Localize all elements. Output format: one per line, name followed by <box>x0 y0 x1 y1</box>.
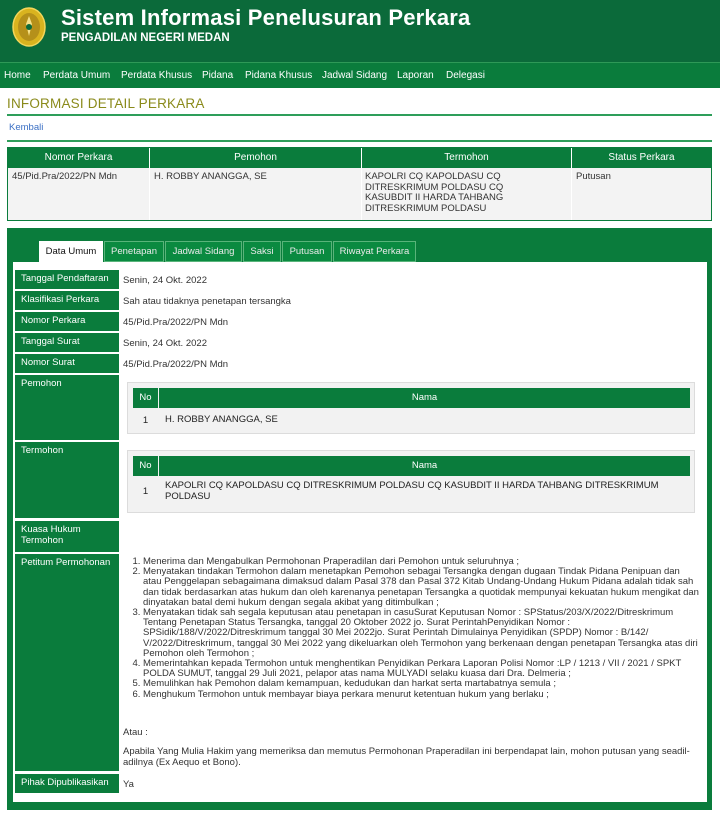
termohon-table <box>127 450 695 513</box>
label-petitum: Petitum Permohonan <box>15 554 119 771</box>
nav-perdata-khusus[interactable]: Perdata Khusus <box>121 70 193 81</box>
site-title: Sistem Informasi Penelusuran Perkara <box>61 5 471 30</box>
termohon-row-nama: KAPOLRI CQ KAPOLDASU CQ DITRESKRIMUM POLDASU CQ KASUBDIT II HARDA TAHBANG DITRESKRIMUM POLDASU <box>165 480 659 502</box>
summary-pemohon: H. ROBBY ANANGGA, SE <box>154 171 267 182</box>
tab-jadwal-sidang[interactable]: Jadwal Sidang <box>165 241 242 262</box>
court-emblem-icon[interactable] <box>12 6 46 48</box>
label-klasifikasi: Klasifikasi Perkara <box>15 291 119 310</box>
page-title: INFORMASI DETAIL PERKARA <box>7 96 205 111</box>
site-header <box>0 0 720 62</box>
nav-pidana[interactable]: Pidana <box>202 70 234 81</box>
petitum-item: 5. Memulihkan hak Pemohon dalam kemampuan, kedudukan dan harkat serta martabatnya semula ; <box>143 679 700 689</box>
pemohon-header-nama: Nama <box>159 388 690 408</box>
back-divider <box>7 140 712 142</box>
pemohon-header-no: No <box>133 388 158 408</box>
petitum-item: 3. Menyatakan tidak sah segala keputusan atau penetapan in casuSurat Keputusan Nomor : SPStatus/203/X/2022/Ditreskrimum Tentang Penetapan Status Tersangka, tanggal 20 Oktober 2022 jo. Surat PerintahPenyidikan Nomor : SPSidik/188/V/2022/Ditreskrimum tanggal 30 Mei 2022jo. Surat Perintah Dimulainya Penyidikan (SPDP) Nomor : B/142/ V/2022/Ditreskrimum, tanggal 30 Mei 2022 yang dikeluarkan oleh Termohon yang berkenaan dengan penetapan Tersangka atas diri Pemohon oleh Termohon ; <box>143 608 700 659</box>
column-divider <box>571 148 572 220</box>
label-kuasa-hukum: Kuasa Hukum Termohon <box>15 521 119 552</box>
termohon-row-no: 1 <box>142 486 149 497</box>
label-termohon: Termohon <box>15 442 119 518</box>
value-nomor-perkara: 45/Pid.Pra/2022/PN Mdn <box>123 317 229 328</box>
pemohon-row-nama: H. ROBBY ANANGGA, SE <box>165 414 278 425</box>
tab-data-umum[interactable]: Data Umum <box>39 241 103 262</box>
nav-jadwal-sidang[interactable]: Jadwal Sidang <box>322 70 388 81</box>
termohon-header-no: No <box>133 456 158 476</box>
petitum-item: 4. Memerintahkan kepada Termohon untuk menghentikan Penyidikan Perkara Laporan Polisi Nomor :LP / 1213 / VII / 2021 / SPKT POLDA SUMUT, tanggal 29 Juli 2021, pelapor atas nama MULYADI selaku kuasa dari Dra. Delmeria ; <box>143 659 700 679</box>
termohon-header-nama: Nama <box>159 456 690 476</box>
petitum-atau: Atau : <box>123 727 148 738</box>
label-nomor-surat: Nomor Surat <box>15 354 119 373</box>
summary-header-status: Status Perkara <box>572 148 711 168</box>
column-divider <box>149 148 150 220</box>
label-nomor-perkara: Nomor Perkara <box>15 312 119 331</box>
label-tanggal-surat: Tanggal Surat <box>15 333 119 352</box>
tab-penetapan[interactable]: Penetapan <box>104 241 164 262</box>
summary-header-pemohon: Pemohon <box>150 148 361 168</box>
summary-termohon: KAPOLRI CQ KAPOLDASU CQ DITRESKRIMUM POLDASU CQ KASUBDIT II HARDA TAHBANG DITRESKRIMUM POLDASU <box>365 171 504 214</box>
column-divider <box>361 148 362 220</box>
title-divider <box>7 114 712 116</box>
petitum-list <box>123 557 700 700</box>
summary-nomor: 45/Pid.Pra/2022/PN Mdn <box>12 171 118 182</box>
main-navbar <box>0 62 720 88</box>
petitum-item: 2. Menyatakan tindakan Termohon dalam menetapkan Pemohon sebagai Tersangka dengan dugaan Tindak Pidana Penipuan dan atau Penggelapan sebagaimana dimaksud dalam Pasal 378 dan Pasal 372 Kitab Undang-Undang Hukum Pidana adalah tidak sah dan tidak berdasarkan atas hukum dan oleh karenanya penetapan Tersangka a quotidak mempunyai kekuatan hukum mengikat dan dinyatakan batal demi hukum dengan segala akibat yang ditimbulkan ; <box>143 567 700 608</box>
nav-delegasi[interactable]: Delegasi <box>446 70 485 81</box>
petitum-item: 6. Menghukum Termohon untuk membayar biaya perkara menurut ketentuan hukum yang berlaku ; <box>143 690 700 700</box>
summary-header-nomor: Nomor Perkara <box>8 148 149 168</box>
petitum-content <box>123 557 700 700</box>
label-pihak-dipublikasikan: Pihak Dipublikasikan <box>15 774 119 793</box>
label-tanggal-pendaftaran: Tanggal Pendaftaran <box>15 270 119 289</box>
case-summary-table <box>7 147 712 221</box>
nav-perdata-umum[interactable]: Perdata Umum <box>43 70 111 81</box>
petitum-subsidair: Apabila Yang Mulia Hakim yang memeriksa dan memutus Permohonan Praperadilan ini berpendapat lain, mohon putusan yang seadil-adilnya (Ex Aequo et Bono). <box>123 746 690 768</box>
back-link[interactable]: Kembali <box>9 122 44 133</box>
summary-header-termohon: Termohon <box>362 148 571 168</box>
nav-laporan[interactable]: Laporan <box>397 70 434 81</box>
summary-status: Putusan <box>576 171 611 182</box>
site-subtitle: PENGADILAN NEGERI MEDAN <box>61 32 230 44</box>
pemohon-table <box>127 382 695 434</box>
value-klasifikasi: Sah atau tidaknya penetapan tersangka <box>123 296 291 307</box>
label-pemohon: Pemohon <box>15 375 119 440</box>
nav-home[interactable]: Home <box>4 70 31 81</box>
tab-putusan[interactable]: Putusan <box>282 241 332 262</box>
value-nomor-surat: 45/Pid.Pra/2022/PN Mdn <box>123 359 229 370</box>
value-pihak-dipublikasikan: Ya <box>123 779 134 790</box>
tab-riwayat-perkara[interactable]: Riwayat Perkara <box>333 241 416 262</box>
pemohon-row-no: 1 <box>142 415 149 426</box>
tab-saksi[interactable]: Saksi <box>243 241 281 262</box>
nav-pidana-khusus[interactable]: Pidana Khusus <box>245 70 313 81</box>
value-tanggal-surat: Senin, 24 Okt. 2022 <box>123 338 207 349</box>
value-tanggal-pendaftaran: Senin, 24 Okt. 2022 <box>123 275 207 286</box>
petitum-item: 1. Menerima dan Mengabulkan Permohonan Praperadilan dari Pemohon untuk seluruhnya ; <box>143 557 700 567</box>
